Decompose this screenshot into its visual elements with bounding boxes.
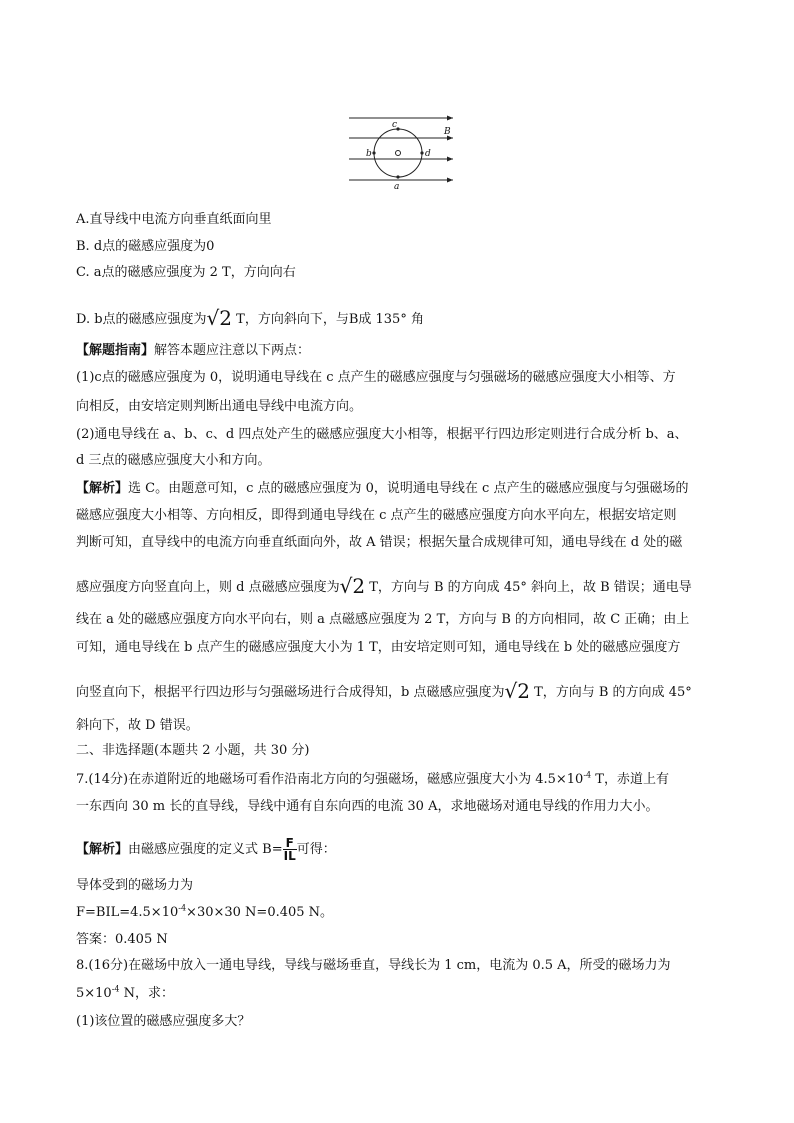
analysis-line8: 斜向下，故 D 错误。: [76, 718, 199, 733]
analysis-line3: 判断可知，直导线中的电流方向垂直纸面向外，故 A 错误；根据矢量合成规律可知，通电导线在 d 处的磁: [76, 535, 683, 550]
sol7-line3: $F=BIL=4.5\times 10^{-4}\times 30\times 30$ N=0.405 N。: [76, 903, 334, 920]
sqrt-2: √2: [504, 679, 530, 703]
guide-title: 【解题指南】: [76, 343, 155, 358]
fraction-f-over-il: $\frac{F}{IL}$: [283, 836, 296, 863]
guide-p1-line2: 向相反，由安培定则判断出通电导线中电流方向。: [76, 399, 363, 414]
analysis-title: 【解析】: [76, 481, 129, 496]
label-b: b: [366, 149, 372, 159]
sol7-line2: 导体受到的磁场力为: [76, 878, 194, 893]
sol7-line1: 【解析】由磁感应强度的定义式 B= $\frac{F}{IL}$ 可得：: [76, 836, 336, 863]
wire-marker: [396, 151, 401, 156]
option-a: A.直导线中电流方向垂直纸面向里: [76, 212, 272, 227]
analysis-line6: 可知，通电导线在 b 点产生的磁感应强度大小为 1 T，由安培定则可知，通电导线在 b 处的磁感应强度方: [76, 640, 681, 655]
label-c: c: [392, 120, 398, 130]
label-d: d: [425, 149, 431, 159]
label-a: a: [394, 182, 400, 192]
guide-p2-line1: (2)通电导线在 a、b、c、d 四点处产生的磁感应强度大小相等，根据平行四边形定则进行合成分析 b、a、: [76, 427, 688, 442]
section-heading: 二、非选择题(本题共 2 小题，共 30 分): [76, 743, 310, 758]
analysis-line4: 感应强度方向竖直向上，则 d 点磁感应强度为√2 T，方向与 B 的方向成 45° 斜向上，故 B 错误；通电导: [76, 574, 692, 598]
sqrt-2: √2: [206, 306, 233, 330]
analysis-line5: 线在 a 处的磁感应强度方向水平向右，则 a 点磁感应强度为 2 T，方向与 B 的方向相同，故 C 正确；由上: [76, 612, 690, 627]
sol7-answer: 答案：0.405 N: [76, 932, 168, 947]
q8-line3: (1)该位置的磁感应强度多大？: [76, 1014, 251, 1029]
option-c: C. a点的磁感应强度为 2 T，方向向右: [76, 265, 296, 280]
guide-header: 【解题指南】解答本题应注意以下两点：: [76, 343, 311, 358]
analysis-line1: 【解析】选 C。由题意可知，c 点的磁感应强度为 0，说明通电导线在 c 点产生的磁感应强度与匀强磁场的: [76, 481, 689, 496]
analysis-line7: 向竖直向下，根据平行四边形与匀强磁场进行合成得知，b 点磁感应强度为√2 T，方向与 B 的方向成 45°: [76, 679, 692, 703]
circle-path: [374, 129, 422, 177]
guide-p1-line1: (1)c点的磁感应强度为 0，说明通电导线在 c 点产生的磁感应强度与匀强磁场的磁感应强度大小相等、方: [76, 370, 676, 385]
q7-line1: 7.(14分)在赤道附近的地磁场可看作沿南北方向的匀强磁场，磁感应强度大小为 $4.5\times 10^{-4}$ T，赤道上有: [76, 770, 669, 787]
q8-line1: 8.(16分)在磁场中放入一通电导线，导线与磁场垂直，导线长为 1 cm，电流为 0.5 A，所受的磁场力为: [76, 958, 671, 973]
analysis-line2: 磁感应强度大小相等、方向相反，即得到通电导线在 c 点产生的磁感应强度方向水平向左，根据安培定则: [76, 508, 677, 523]
sqrt-2: √2: [339, 574, 366, 598]
guide-p2-line2: d 三点的磁感应强度大小和方向。: [76, 453, 271, 468]
q8-line2: $5\times 10^{-4}$ N，求：: [76, 984, 175, 1001]
option-d: D. b点的磁感应强度为√2 T，方向斜向下，与B成 135° 角: [76, 306, 424, 330]
magnetic-field-diagram: [346, 114, 458, 192]
q7-line2: 一东西向 30 m 长的直导线，导线中通有自东向西的电流 30 A，求地磁场对通电导线的作用力大小。: [76, 799, 659, 814]
sol7-title: 【解析】: [76, 842, 129, 857]
option-b: B. d点的磁感应强度为0: [76, 239, 215, 254]
label-B: B: [444, 127, 451, 137]
